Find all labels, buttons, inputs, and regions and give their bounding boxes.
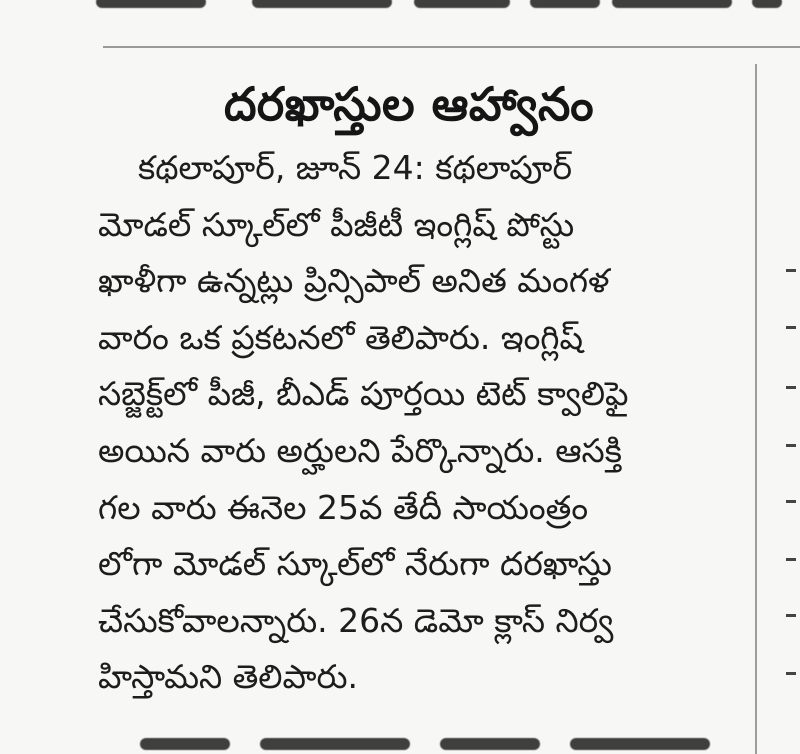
cutoff-text-above (530, 0, 600, 8)
cutoff-text-below (260, 738, 410, 750)
article-body-line: అయిన వారు అర్హులని పేర్కొన్నారు. ఆసక్తి (98, 430, 622, 470)
article-body-line: మోడల్ స్కూల్‌లో పీజీటీ ఇంగ్లిష్ పోస్టు (98, 204, 575, 244)
cutoff-text-above (752, 0, 782, 8)
article-body (92, 140, 726, 706)
cutoff-text-above (612, 0, 732, 8)
cutoff-text-above (96, 0, 206, 8)
article-body-line: వారం ఒక ప్రకటనలో తెలిపారు. ఇంగ్లిష్ (98, 317, 584, 357)
article-body-line: హిస్తామని తెలిపారు. (98, 657, 358, 697)
cutoff-text-below (570, 738, 710, 750)
section-divider-rule (103, 46, 800, 48)
cutoff-text-above (414, 0, 510, 8)
article-body-line: సబ్జెక్ట్‌లో పీజీ, బీఎడ్ పూర్తయి టెట్ క్వాలిఫై (98, 374, 629, 414)
article-body-line: చేసుకోవాలన్నారు. 26న డెమో క్లాస్ నిర్వ (98, 600, 614, 640)
article-headline: దరఖాస్తుల ఆహ్వానం (223, 77, 595, 131)
cutoff-text-below (440, 738, 540, 750)
cutoff-text-above (252, 0, 392, 8)
column-divider (755, 64, 757, 754)
adjacent-column-fragment (786, 64, 800, 754)
article-body-line: గల వారు ఈనెల 25వ తేదీ సాయంత్రం (98, 487, 589, 527)
cutoff-text-below (140, 738, 230, 750)
news-article (92, 70, 726, 706)
article-body-line: కథలాపూర్, జూన్ 24: కథలాపూర్ (138, 148, 573, 187)
article-body-line: లోగా మోడల్ స్కూల్‌లో నేరుగా దరఖాస్తు (98, 544, 612, 584)
article-body-line: ఖాళీగా ఉన్నట్లు ప్రిన్సిపాల్ అనిత మంగళ (98, 261, 610, 301)
